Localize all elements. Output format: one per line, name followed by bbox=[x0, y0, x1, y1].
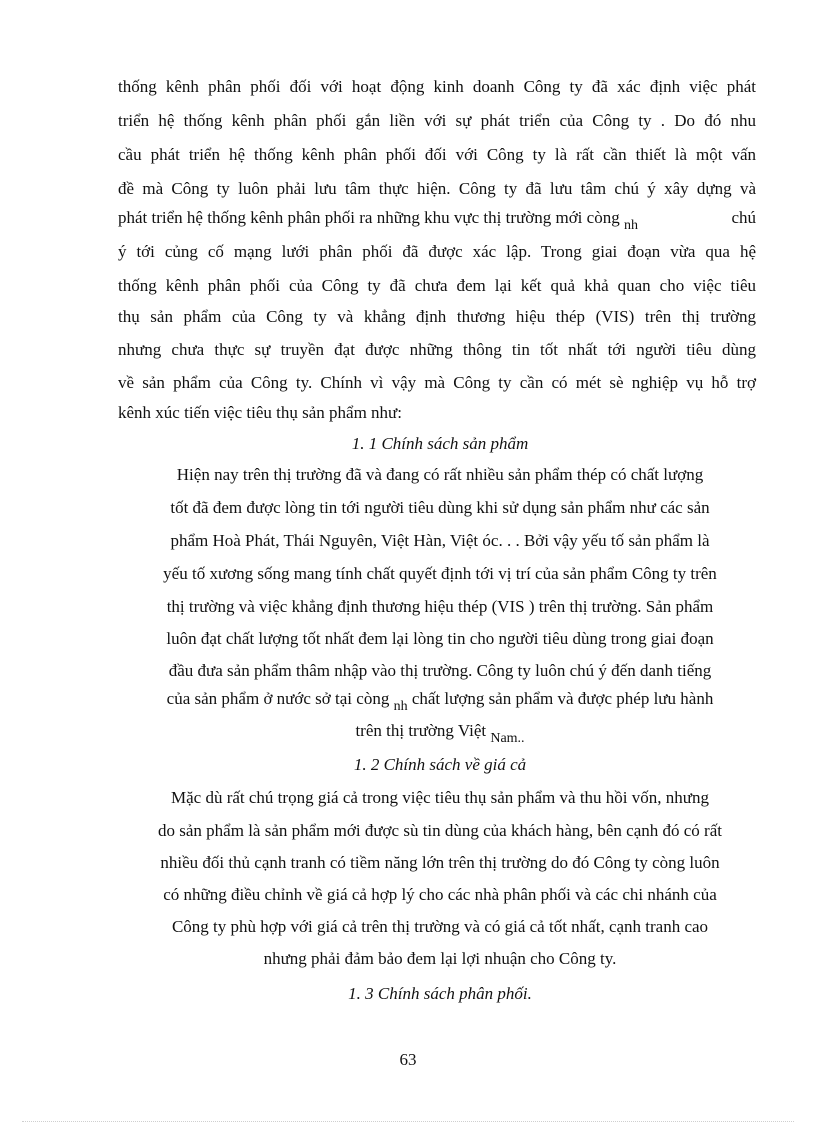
page-number: 63 bbox=[399, 1050, 417, 1069]
section-heading: 1. 1 Chính sách sản phẩm bbox=[351, 434, 529, 453]
paragraph-line bbox=[118, 207, 756, 231]
paragraph-line: do sản phẩm là sản phẩm mới được sù tin dùng của khách hàng, bên cạnh đó có rất bbox=[158, 821, 722, 840]
paragraph-line bbox=[100, 720, 780, 744]
paragraph-line: nhưng chưa thực sự truyền đạt được những thông tin tốt nhất tới người tiêu dùng bbox=[118, 340, 756, 359]
paragraph-line: tốt đã đem được lòng tin tới người tiêu dùng khi sử dụng sản phẩm như các sản bbox=[170, 498, 710, 517]
paragraph-line: phẩm Hoà Phát, Thái Nguyên, Việt Hàn, Việt óc. . . Bởi vậy yếu tố sản phẩm là bbox=[170, 531, 710, 550]
paragraph-line: nhưng phải đảm bảo đem lại lợi nhuận cho Công ty. bbox=[263, 949, 617, 968]
paragraph-text: của sản phẩm ở nước sở tại còng bbox=[166, 689, 390, 708]
subscript-text: Nam.. bbox=[490, 731, 525, 746]
paragraph-line: về sản phẩm của Công ty. Chính vì vậy mà Công ty cần có mét sè nghiệp vụ hỗ trợ bbox=[118, 373, 756, 392]
paragraph-line: Công ty phù hợp với giá cả trên thị trường và có giá cả tốt nhất, cạnh tranh cao bbox=[171, 917, 709, 936]
paragraph-line: thị trường và việc khẳng định thương hiệu thép (VIS ) trên thị trường. Sản phẩm bbox=[166, 597, 714, 616]
paragraph-line bbox=[100, 688, 780, 712]
paragraph-line: thống kênh phân phối đối với hoạt động kinh doanh Công ty đã xác định việc phát bbox=[118, 77, 756, 96]
subscript-text: nh bbox=[393, 699, 408, 714]
paragraph-text: chú bbox=[731, 208, 756, 227]
paragraph-line: triển hệ thống kênh phân phối gắn liền với sự phát triển của Công ty . Do đó nhu bbox=[118, 111, 756, 130]
paragraph-line: yếu tố xương sống mang tính chất quyết định tới vị trí của sản phẩm Công ty trên bbox=[163, 564, 717, 583]
paragraph-line: ý tới củng cố mạng lưới phân phối đã được xác lập. Trong giai đoạn vừa qua hệ bbox=[118, 242, 756, 261]
subscript-text: nh bbox=[623, 218, 638, 233]
page-bottom-divider bbox=[22, 1121, 794, 1122]
paragraph-line: Hiện nay trên thị trường đã và đang có rất nhiều sản phẩm thép có chất lượng bbox=[176, 465, 704, 484]
paragraph-text: chất lượng sản phẩm và được phép lưu hành bbox=[411, 689, 714, 708]
paragraph-line: đầu đưa sản phẩm thâm nhập vào thị trường. Công ty luôn chú ý đến danh tiếng bbox=[168, 661, 712, 680]
paragraph-line: đề mà Công ty luôn phải lưu tâm thực hiện. Công ty đã lưu tâm chú ý xây dựng và bbox=[118, 179, 756, 198]
paragraph-text: trên thị trường Việt bbox=[355, 721, 487, 740]
paragraph-line: luôn đạt chất lượng tốt nhất đem lại lòng tin cho người tiêu dùng trong giai đoạn bbox=[166, 629, 714, 648]
paragraph-line: Mặc dù rất chú trọng giá cả trong việc tiêu thụ sản phẩm và thu hồi vốn, nhưng bbox=[171, 788, 709, 807]
paragraph-line: có những điều chỉnh về giá cả hợp lý cho các nhà phân phối và các chi nhánh của bbox=[163, 885, 717, 904]
paragraph-line: nhiều đối thủ cạnh tranh có tiềm năng lớn trên thị trường do đó Công ty còng luôn bbox=[160, 853, 720, 872]
paragraph-line: thụ sản phẩm của Công ty và khẳng định thương hiệu thép (VIS) trên thị trường bbox=[118, 307, 756, 326]
paragraph-line: thống kênh phân phối của Công ty đã chưa đem lại kết quả khả quan cho việc tiêu bbox=[118, 276, 756, 295]
section-heading: 1. 2 Chính sách về giá cả bbox=[353, 755, 527, 774]
paragraph-text: phát triển hệ thống kênh phân phối ra những khu vực thị trường mới còng bbox=[118, 208, 620, 227]
paragraph-line: cầu phát triển hệ thống kênh phân phối đối với Công ty là rất cần thiết là một vấn bbox=[118, 145, 756, 164]
paragraph-line: kênh xúc tiến việc tiêu thụ sản phẩm như: bbox=[118, 403, 402, 422]
section-heading: 1. 3 Chính sách phân phối. bbox=[348, 984, 532, 1003]
